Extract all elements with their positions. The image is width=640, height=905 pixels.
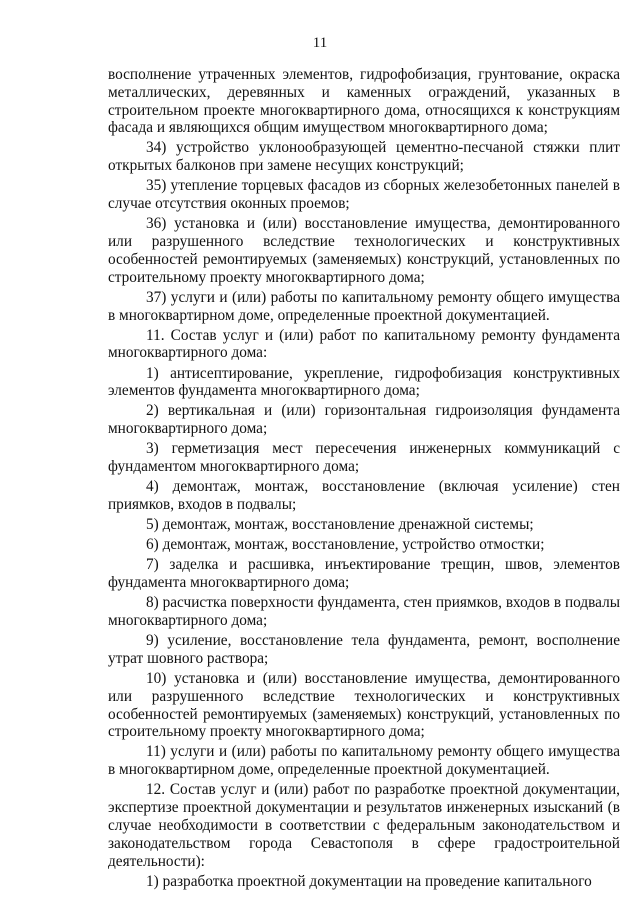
paragraph: 3) герметизация мест пересечения инженерных коммуникаций с фундаментом многоквартирного дома; [108,440,620,476]
paragraph: 10) установка и (или) восстановление имущества, демонтированного или разрушенного вследствие технологических и конструктивных особенностей ремонтируемых (заменяемых) конструкций, установленных по строительному проекту многоквартирного дома; [108,669,620,741]
paragraph: 5) демонтаж, монтаж, восстановление дренажной системы; [146,516,534,534]
paragraph: 4) демонтаж, монтаж, восстановление (включая усиление) стен приямков, входов в подвалы; [108,478,620,513]
paragraph: 8) расчистка поверхности фундамента, стен приямков, входов в подвалы многоквартирного дома; [108,594,620,629]
paragraph: 9) усиление, восстановление тела фундамента, ремонт, восполнение утрат шовного раствора; [108,632,620,667]
paragraph: 36) установка и (или) восстановление имущества, демонтированного или разрушенного вследствие технологических и конструктивных особенностей ремонтируемых (заменяемых) конструкций, установленных по строительному проекту многоквартирного дома; [108,215,620,286]
paragraph: 11) услуги и (или) работы по капитальному ремонту общего имущества в многоквартирном доме, определенные проектной документацией. [108,743,620,779]
document-body [108,66,620,893]
paragraph: 35) утепление торцевых фасадов из сборных железобетонных панелей в случае отсутствия оконных проемов; [108,177,620,213]
paragraph: 1) антисептирование, укрепление, гидрофобизация конструктивных элементов фундамента многоквартирного дома; [108,364,620,400]
page-number: 11 [312,35,328,51]
paragraph: 37) услуги и (или) работы по капитальному ремонту общего имущества в многоквартирном доме, определенные проектной документацией. [108,288,620,324]
paragraph: 6) демонтаж, монтаж, восстановление, устройство отмостки; [146,536,545,554]
paragraph: 34) устройство уклонообразующей цементно-песчаной стяжки плит открытых балконов при замене несущих конструкций; [108,139,620,175]
paragraph: 7) заделка и расшивка, инъектирование трещин, швов, элементов фундамента многоквартирного дома; [108,556,620,592]
section-heading-paragraph: 11. Состав услуг и (или) работ по капитальному ремонту фундамента многоквартирного дома: [108,326,620,362]
paragraph: 2) вертикальная и (или) горизонтальная гидроизоляция фундамента многоквартирного дома; [108,402,620,438]
paragraph: 1) разработка проектной документации на проведение капитального [146,872,592,890]
paragraph: восполнение утраченных элементов, гидрофобизация, грунтование, окраска металлических, деревянных и каменных ограждений, указанных в строительном проекте многоквартирного дома, относящихся к конструкциям фасада и являющихся общим имуществом многоквартирного дома; [108,66,620,137]
section-heading-paragraph: 12. Состав услуг и (или) работ по разработке проектной документации, экспертизе проектной документации и результатов инженерных изысканий (в случае необходимости в соответствии с федеральным законодательством и законодательством города Севастополя в сфере градостроительной деятельности): [108,781,620,870]
